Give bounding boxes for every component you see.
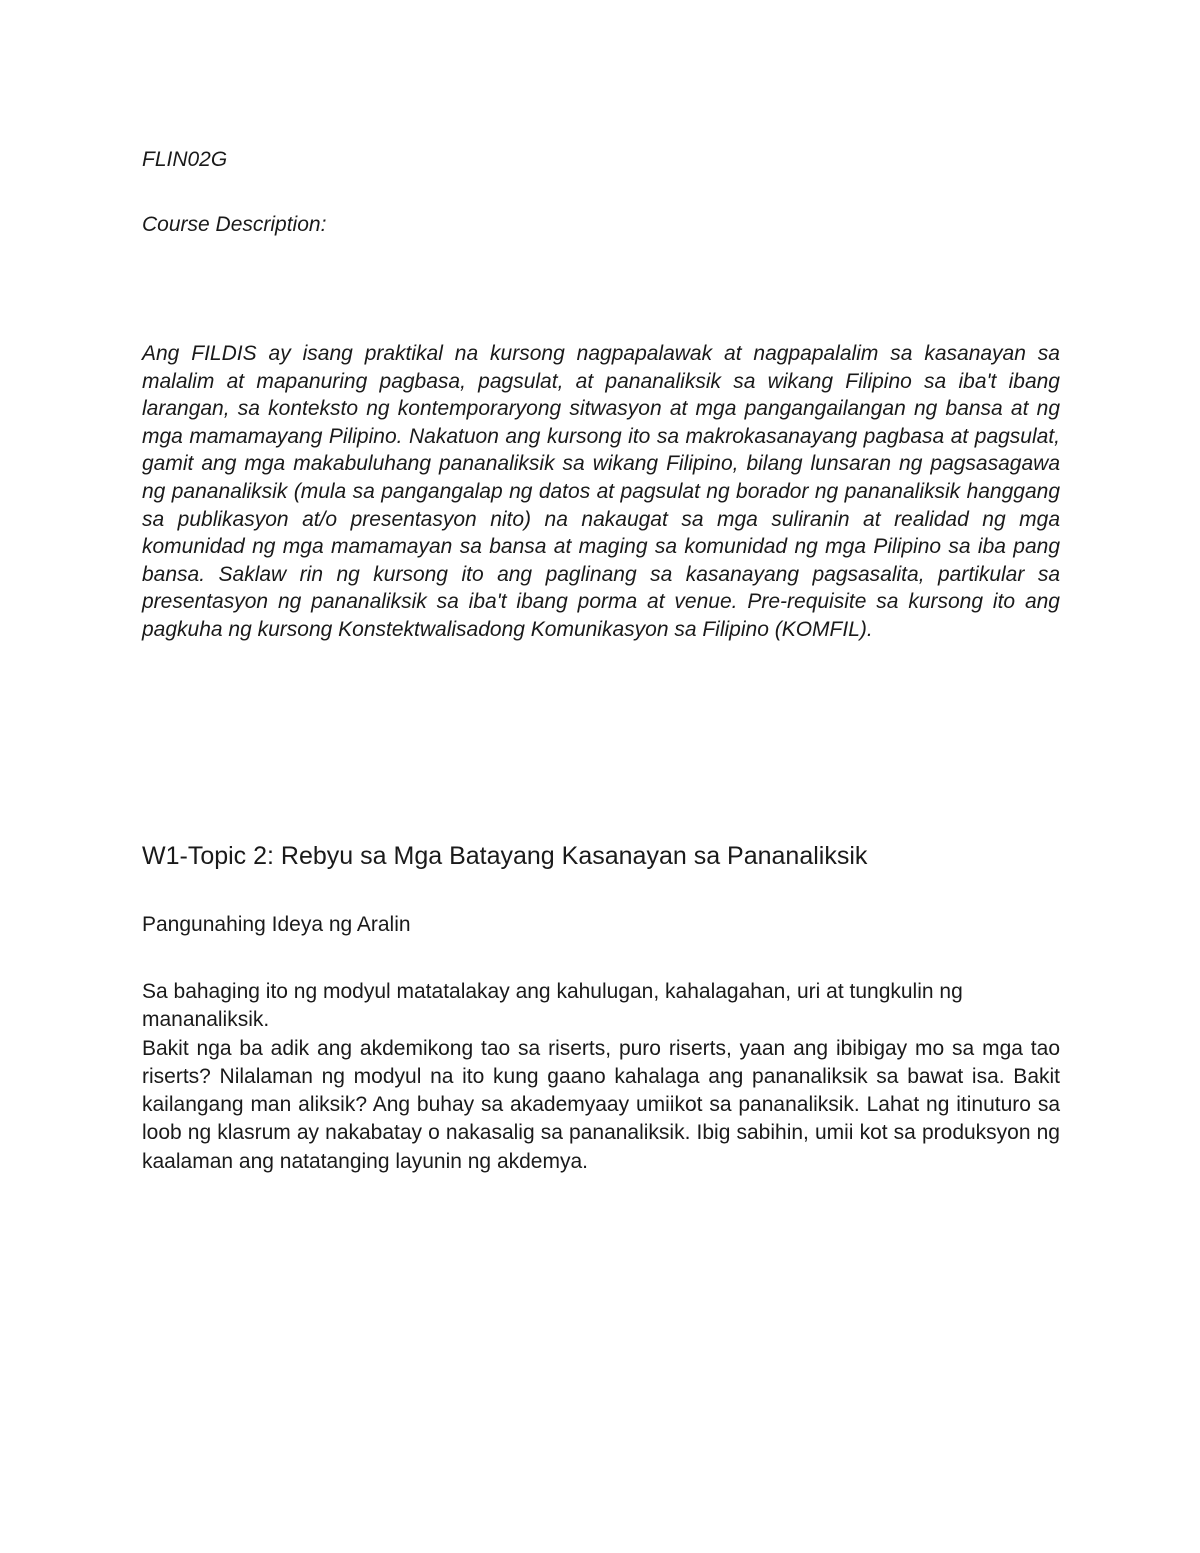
course-description-text: Ang FILDIS ay isang praktikal na kursong nagpapalawak at nagpapalalim sa kasanayan sa malalim at mapanuring pagbasa, pagsulat, at pananaliksik sa wikang Filipino sa iba't ibang larangan, sa konteksto ng kontemporaryong sitwasyon at mga pangangailangan ng bansa at ng mga mamamayang Pilipino. Nakatuon ang kursong ito sa makrokasanayang pagbasa at pagsulat, gamit ang mga makabuluhang pananaliksik sa wikang Filipino, bilang lunsaran ng pagsasagawa ng pananaliksik (mula sa pangangalap ng datos at pagsulat ng borador ng pananaliksik hanggang sa publikasyon at/o presentasyon nito) na nakaugat sa mga suliranin at realidad ng mga komunidad ng mga mamamayan sa bansa at maging sa komunidad ng mga Pilipino sa iba pang bansa. Saklaw rin ng kursong ito ang paglinang sa kasanayang pagsasalita, partikular sa presentasyon ng pananaliksik sa iba't ibang porma at venue. Pre-requisite sa kursong ito ang pagkuha ng kursong Konstektwalisadong Komunikasyon sa Filipino (KOMFIL). [142, 342, 1060, 641]
course-code: FLIN02G [142, 148, 228, 171]
lesson-paragraph-research: Bakit nga ba adik ang akdemikong tao sa riserts, puro riserts, yaan ang ibibigay mo sa mga tao riserts? Nilalaman ng modyul na ito kung gaano kahalaga ang pananaliksik sa bawat isa. Bakit kailangang man aliksik? Ang buhay sa akademyaay umiikot sa pananaliksik. Lahat ng itinuturo sa loob ng klasrum ay nakabatay o nakasalig sa pananaliksik. Ibig sabihin, umii kot sa produksyon ng kaalaman ang natatanging layunin ng akdemya. [142, 1036, 1060, 1173]
topic-title: W1-Topic 2: Rebyu sa Mga Batayang Kasanayan sa Pananaliksik [142, 842, 868, 870]
course-description-label: Course Description: [142, 213, 327, 236]
lesson-paragraph-intro: Sa bahaging ito ng modyul matatalakay ang kahulugan, kahalagahan, uri at tungkulin ng mananaliksik. [142, 980, 963, 1032]
main-idea-heading: Pangunahing Ideya ng Aralin [142, 913, 411, 936]
lesson-body [142, 978, 1060, 1176]
